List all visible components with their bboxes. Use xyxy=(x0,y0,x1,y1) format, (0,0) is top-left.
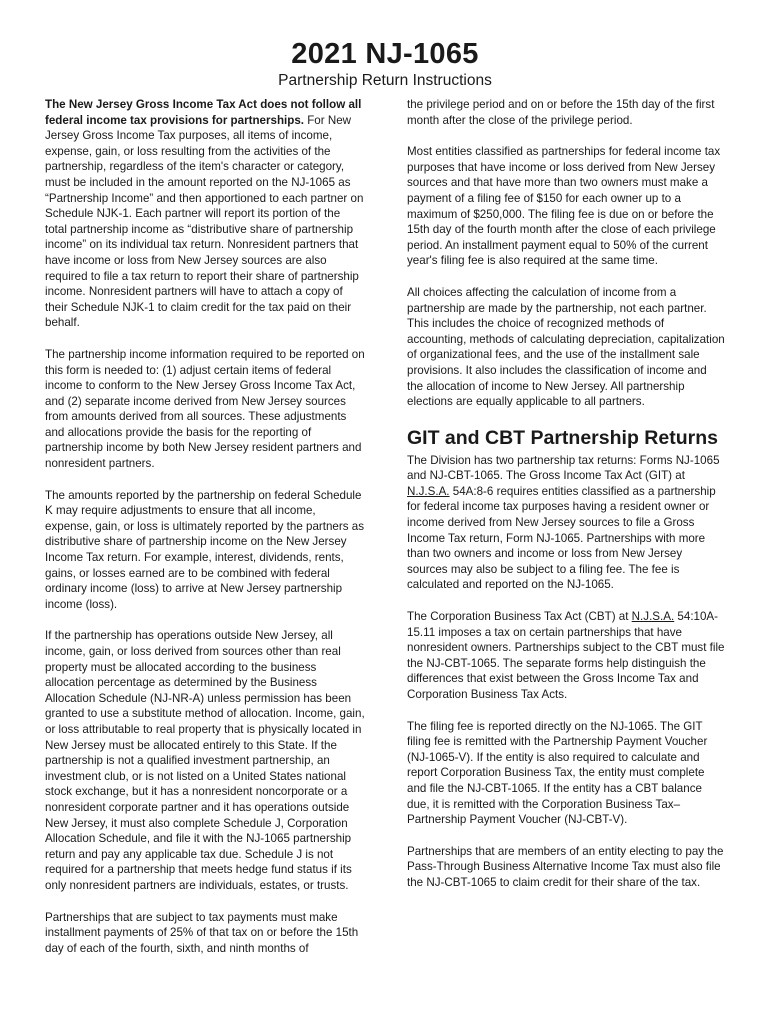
paragraph-text: The Corporation Business Tax Act (CBT) at xyxy=(407,610,632,624)
paragraph-installment-payments: Partnerships that are subject to tax payments must make installment payments of 25% of that tax on or before the 15th day of each of the fourth, sixth, and ninth months of xyxy=(45,910,359,955)
document-subtitle: Partnership Return Instructions xyxy=(278,72,492,89)
lead-text: The New Jersey Gross Income Tax Act does not follow all federal income tax provisions for partnerships. xyxy=(45,98,362,127)
paragraph-text: 54A:8-6 requires entities classified as a partnership for federal income tax purposes having a resident owner or income derived from New Jersey sources to file a Gross Income Tax return, Form NJ-1065. Partnerships with more than two owners and income or loss from New Jersey sources may also be subject to a filing fee. The fee is calculated and reported on the NJ-1065. xyxy=(407,484,716,592)
statute-reference: N.J.S.A. xyxy=(631,610,675,624)
paragraph-corporation-business-tax xyxy=(407,609,725,703)
section-heading-git-cbt: GIT and CBT Partnership Returns xyxy=(407,426,718,449)
document-title: 2021 NJ-1065 xyxy=(291,38,479,70)
statute-reference: N.J.S.A. xyxy=(407,484,450,498)
right-column xyxy=(407,97,725,907)
paragraph-filing-fee-remittance: The filing fee is reported directly on the NJ-1065. The GIT filing fee is remitted with the Partnership Payment Voucher (NJ-1065-V). If the entity is also required to calculate and report Corporation Business Tax, the entity must complete and file the NJ-CBT-1065. If the entity has a CBT balance due, it is remitted with the Corporation Business Tax–Partnership Payment Voucher (NJ-CBT-V). xyxy=(407,719,708,827)
paragraph-gross-income-act xyxy=(45,97,365,331)
paragraph-text: 54:10A-15.11 imposes a tax on certain partnerships that have nonresident owners. Partnerships subject to the CBT must file the NJ-CBT-1065. The separate forms help distinguish the differences that exist between the Gross Income Tax and Corporation Business Tax Acts. xyxy=(407,610,725,701)
paragraph-text: The Division has two partnership tax returns: Forms NJ-1065 and NJ-CBT-1065. The Gross Income Tax Act (GIT) at xyxy=(407,453,720,483)
paragraph-privilege-period: the privilege period and on or before the 15th day of the first month after the close of the privilege period. xyxy=(407,98,715,127)
left-column xyxy=(45,97,365,972)
paragraph-two-returns xyxy=(407,453,725,593)
paragraph-schedule-k-adjustments: The amounts reported by the partnership on federal Schedule K may require adjustments to ensure that all income, expense, gain, or loss is ultimately reported by the partners as distributive share of partnership income on the New Jersey Income Tax return. For example, interest, dividends, rents, gains, or losses earned are to be combined with federal ordinary income (loss) to arrive at New Jersey partnership income (loss). xyxy=(45,488,364,611)
paragraph-filing-fee: Most entities classified as partnerships for federal income tax purposes that have income or loss derived from New Jersey sources and that have more than two owners must make a payment of a filing fee of $150 for each owner up to a maximum of $250,000. The filing fee is due on or before the 15th day of the fourth month after the close of each privilege period. An installment payment equal to 50% of the current year's filing fee is also required at the same time. xyxy=(407,145,721,268)
paragraph-income-information: The partnership income information required to be reported on this form is needed to: (1) adjust certain items of federal income to conform to the New Jersey Gross Income Tax Act, and (2) separate income derived from New Jersey sources from amounts derived from all sources. These adjustments and allocations provide the basis for the reporting of partnership income by both New Jersey resident partners and nonresident partners. xyxy=(45,347,365,471)
paragraph-pass-through-tax: Partnerships that are members of an entity electing to pay the Pass-Through Business Alternative Income Tax must also file the NJ-CBT-1065 to claim credit for their share of the tax. xyxy=(407,844,724,889)
paragraph-operations-outside-nj: If the partnership has operations outside New Jersey, all income, gain, or loss derived from sources other than real property must be allocated according to the business allocation percentage as determined by the Business Allocation Schedule (NJ-NR-A) unless permission has been granted to use a substitute method of allocation. Income, gain, or loss attributable to real property that is physically located in New Jersey must be allocated entirely to this State. If the partnership is not a qualified investment partnership, an investment club, or is not listed on a United States national stock exchange, but it has a nonresident noncorporate or a nonresident corporate partner and it has operations outside New Jersey, it must also complete Schedule J, Corporation Allocation Schedule, and file it with the NJ-1065 partnership return and pay any applicable tax due. Schedule J is not required for a partnership that meets hedge fund status if its only nonresident partners are individuals, estates, or trusts. xyxy=(45,629,365,892)
paragraph-partnership-elections: All choices affecting the calculation of income from a partnership are made by the partnership, not each partner. This includes the choice of recognized methods of accounting, methods of calculating depreciation, capitalization of organizational fees, and the use of the installment sale provisions. It also includes the classification of income and the allocation of income to New Jersey. All partnership elections are equally applicable to all partners. xyxy=(407,285,725,409)
paragraph-text: For New Jersey Gross Income Tax purposes, all items of income, expense, gain, or loss resulting from the activities of the partnership, regardless of the item's character or category, must be included in the amount reported on the NJ-1065 as “Partnership Income” and then apportioned to each partner on Schedule NJK-1. Each partner will report its portion of the total partnership income as “distributive share of partnership income” on its individual tax return. Nonresident partners that have income or loss from New Jersey sources are also required to file a tax return to report their share of partnership income. Nonresident partners will have to attach a copy of their Schedule NJK-1 to claim credit for the tax paid on their behalf. xyxy=(45,113,364,330)
